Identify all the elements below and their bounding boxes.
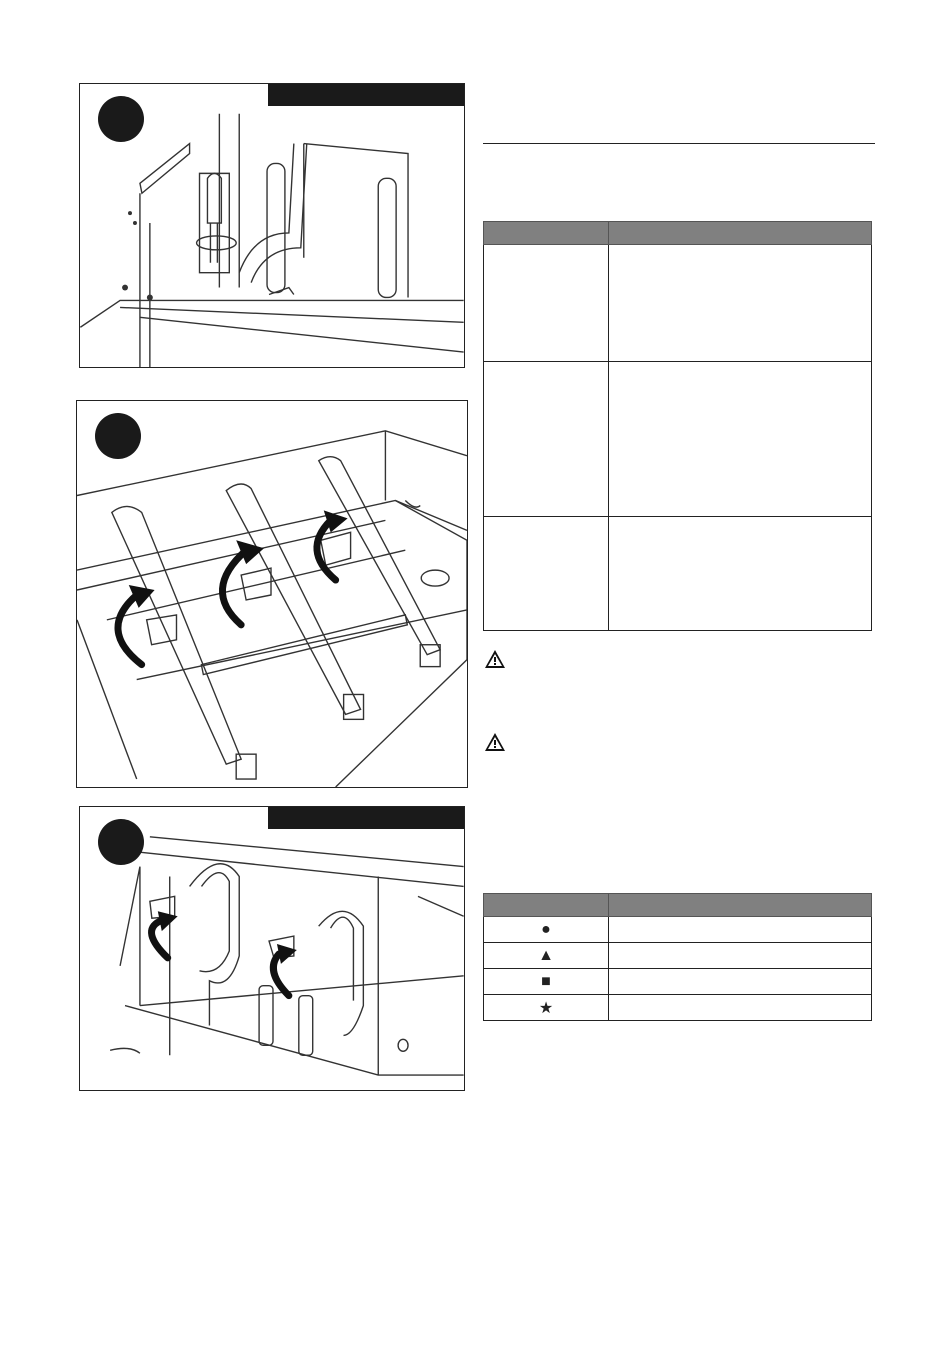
illustration-panel-1 (79, 83, 465, 368)
step-number-badge (95, 413, 141, 459)
table-row (484, 995, 872, 1021)
table-cell (609, 995, 872, 1021)
symbol-legend-table (483, 893, 872, 1021)
table-cell (609, 245, 872, 362)
circle-symbol-icon: ● (484, 917, 609, 943)
square-symbol-icon: ■ (484, 969, 609, 995)
table-row (484, 517, 872, 631)
warning-icon (484, 649, 506, 669)
table-cell (609, 943, 872, 969)
table-row (484, 917, 872, 943)
warning-icon (484, 732, 506, 752)
triangle-symbol-icon: ▲ (484, 943, 609, 969)
table-header-row (484, 222, 872, 245)
section-divider (483, 143, 875, 144)
table-row (484, 943, 872, 969)
table-header-cell (484, 894, 609, 917)
table-cell (609, 517, 872, 631)
burner-info-table (483, 221, 872, 631)
illustration-panel-3 (79, 806, 465, 1091)
step-number-badge (98, 96, 144, 142)
table-row (484, 245, 872, 362)
star-symbol-icon: ★ (484, 995, 609, 1021)
table-cell (609, 362, 872, 517)
table-row (484, 969, 872, 995)
table-cell (609, 917, 872, 943)
table-cell (484, 362, 609, 517)
table-cell (609, 969, 872, 995)
header-badge (268, 807, 464, 829)
step-number-badge (98, 819, 144, 865)
illustration-panel-2 (76, 400, 468, 788)
header-badge (268, 84, 464, 106)
table-header-cell (484, 222, 609, 245)
table-cell (484, 517, 609, 631)
table-header-cell (609, 222, 872, 245)
table-header-cell (609, 894, 872, 917)
table-header-row (484, 894, 872, 917)
burner-removal-illustration (77, 401, 467, 787)
table-cell (484, 245, 609, 362)
table-row (484, 362, 872, 517)
